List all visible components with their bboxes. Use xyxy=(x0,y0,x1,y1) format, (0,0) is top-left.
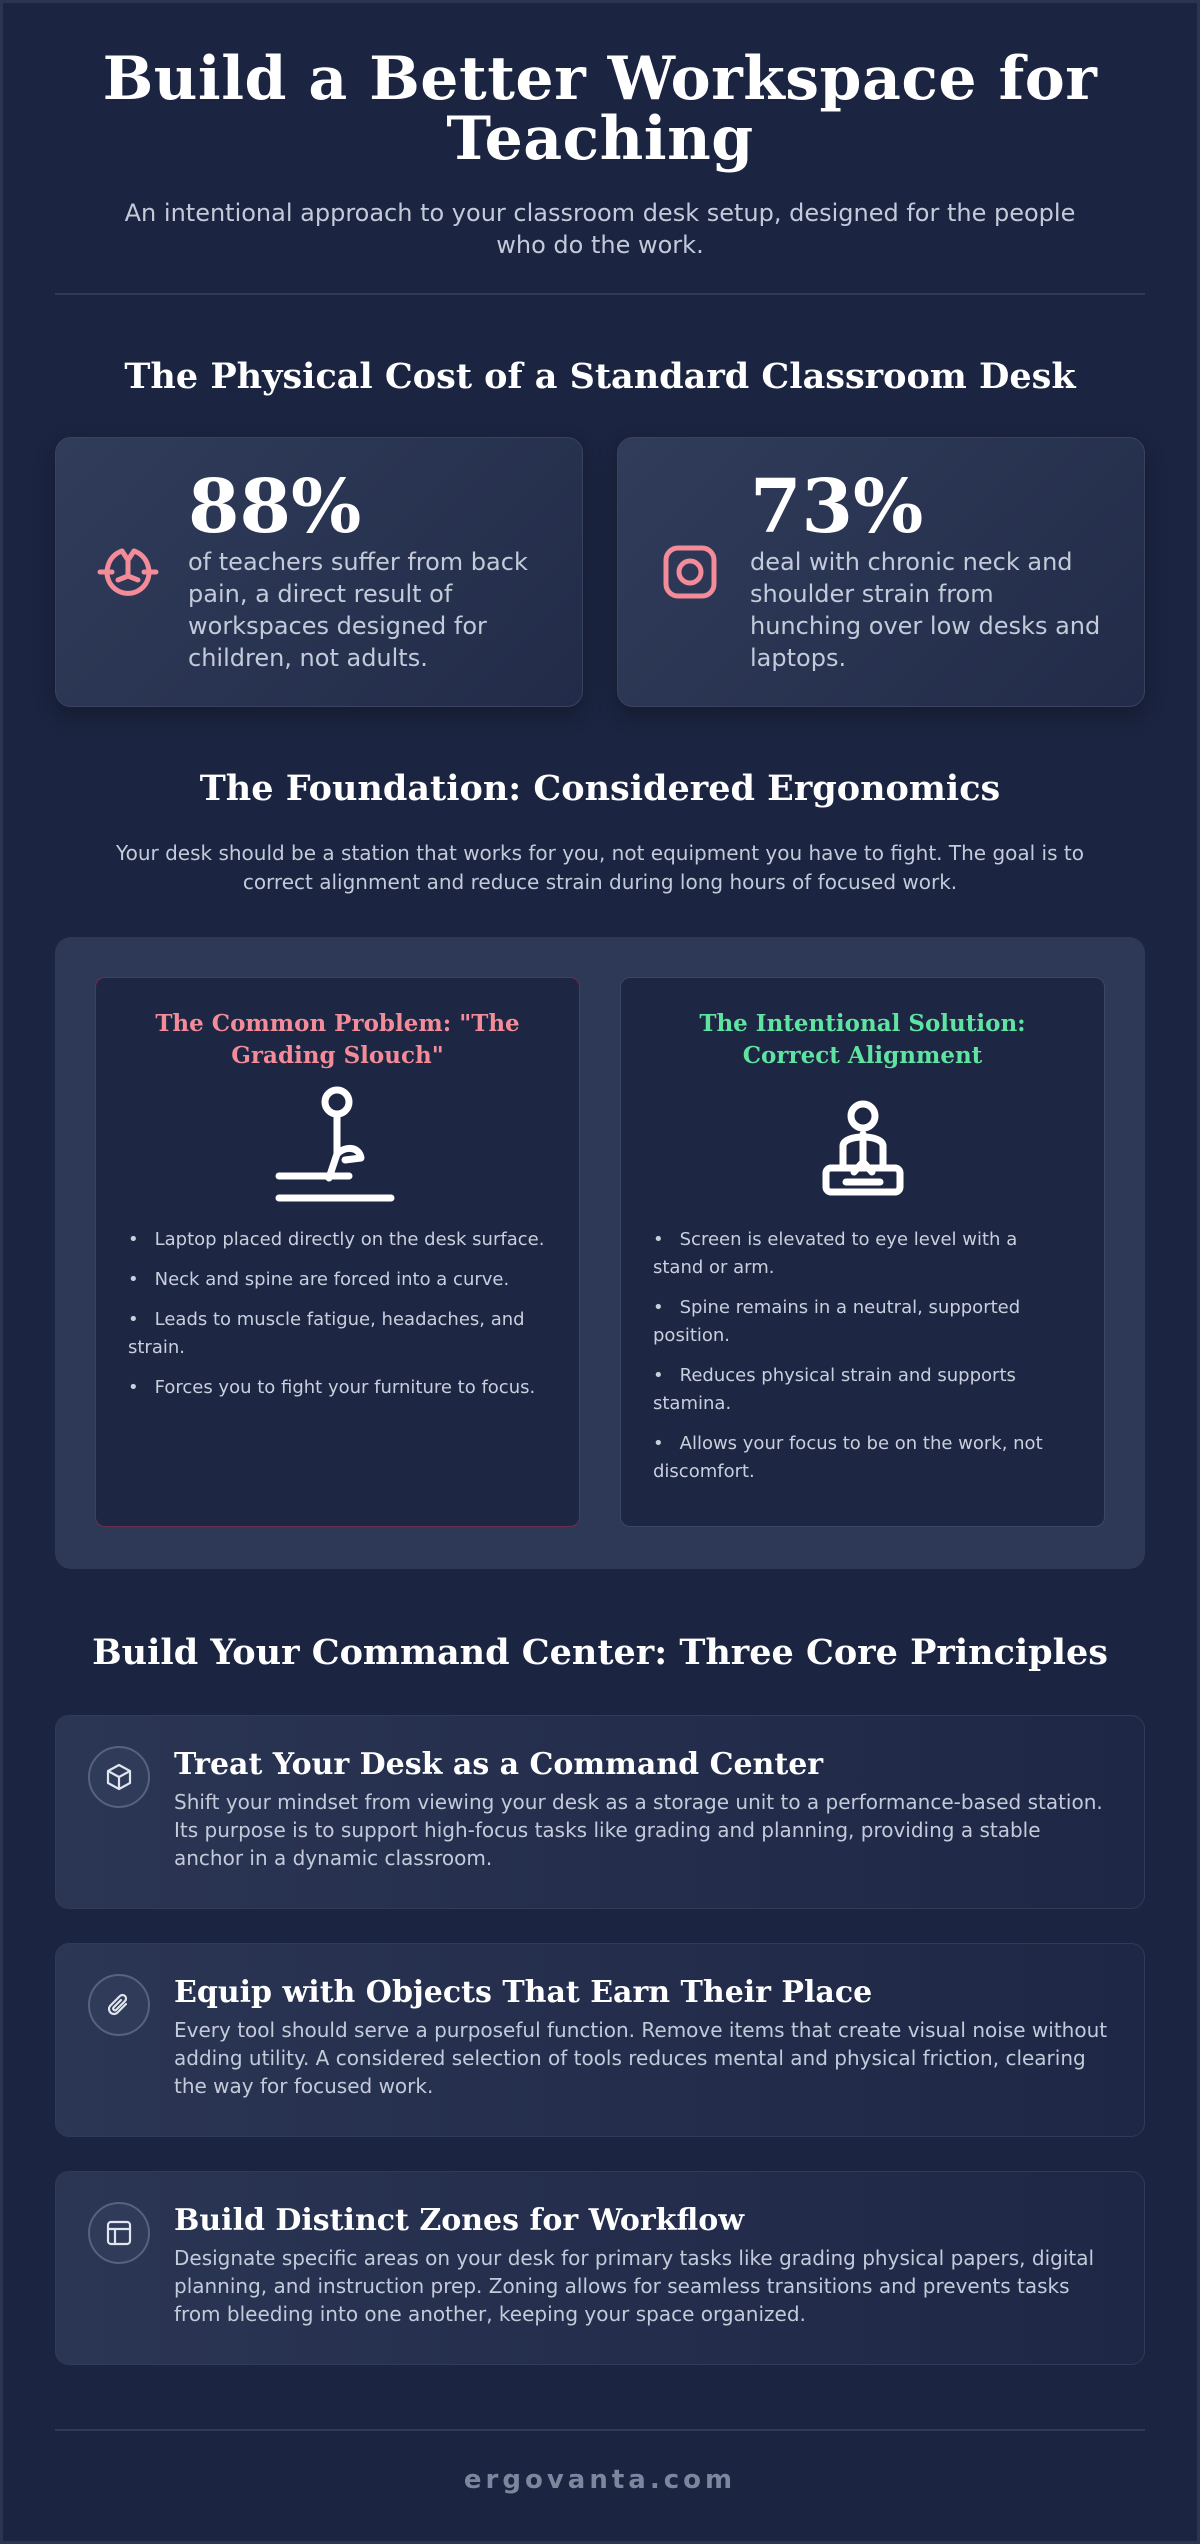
list-item: • Spine remains in a neutral, supported position. xyxy=(653,1294,1072,1350)
principles-list xyxy=(55,1715,1145,2365)
page-title: Build a Better Workspace for Teaching xyxy=(102,44,1098,174)
solution-title: The Intentional Solution: Correct Alignment xyxy=(699,1010,1026,1069)
principle-card xyxy=(55,1715,1145,1909)
stat-value: 88% xyxy=(188,464,362,550)
stat-description: deal with chronic neck and shoulder strain from hunching over low desks and laptops. xyxy=(750,548,1101,672)
stats-row xyxy=(55,437,1145,707)
principle-text: Every tool should serve a purposeful function. Remove items that create visual noise without adding utility. A considered selection of tools reduces mental and physical friction, clearing the way for focused work. xyxy=(174,2018,1108,2098)
layout-icon xyxy=(104,2218,134,2248)
principle-text: Designate specific areas on your desk for primary tasks like grading physical papers, digital planning, and instruction prep. Zoning allows for seamless transitions and prevents tasks from bleeding into one another, keeping your space organized. xyxy=(174,2246,1095,2326)
comparison-panel xyxy=(55,937,1145,1569)
principles-title: Build Your Command Center: Three Core Principles xyxy=(92,1632,1108,1673)
physical-cost-title: The Physical Cost of a Standard Classroom Desk xyxy=(124,356,1076,397)
stat-description: of teachers suffer from back pain, a direct result of workspaces designed for children, not adults. xyxy=(188,548,528,672)
solution-card xyxy=(620,977,1105,1527)
problem-bullets xyxy=(128,1226,547,1402)
cube-icon xyxy=(104,1762,134,1792)
footer-divider xyxy=(55,2429,1145,2431)
principle-title: Treat Your Desk as a Command Center xyxy=(174,1747,824,1782)
principle-title: Equip with Objects That Earn Their Place xyxy=(174,1975,873,2010)
solution-bullets xyxy=(653,1226,1072,1486)
problem-title: The Common Problem: "The Grading Slouch" xyxy=(155,1010,520,1069)
neck-strain-icon xyxy=(658,540,722,604)
stat-value: 73% xyxy=(750,464,924,550)
slouching-person-icon xyxy=(273,1086,403,1212)
list-item: • Forces you to fight your furniture to focus. xyxy=(128,1374,547,1402)
principle-title: Build Distinct Zones for Workflow xyxy=(174,2203,745,2238)
foundation-intro: Your desk should be a station that works for you, not equipment you have to fight. The goal is to correct alignment and reduce strain during long hours of focused work. xyxy=(116,841,1084,894)
footer-brand[interactable]: ergovanta.com xyxy=(463,2465,737,2495)
list-item: • Leads to muscle fatigue, headaches, and strain. xyxy=(128,1306,547,1362)
back-pain-icon xyxy=(96,540,160,604)
list-item: • Reduces physical strain and supports stamina. xyxy=(653,1362,1072,1418)
list-item: • Neck and spine are forced into a curve. xyxy=(128,1266,547,1294)
list-item: • Allows your focus to be on the work, not discomfort. xyxy=(653,1430,1072,1486)
problem-card xyxy=(95,977,580,1527)
principle-text: Shift your mindset from viewing your desk as a storage unit to a performance-based station. Its purpose is to support high-focus tasks like grading and planning, providing a stable anchor in a dynamic classroom. xyxy=(174,1790,1103,1870)
page-subtitle: An intentional approach to your classroom desk setup, designed for the people who do the work. xyxy=(124,199,1076,259)
stat-card-back-pain xyxy=(55,437,583,707)
principle-card xyxy=(55,2171,1145,2365)
header xyxy=(55,3,1145,261)
upright-person-icon xyxy=(798,1086,928,1212)
paperclip-icon xyxy=(104,1990,134,2020)
list-item: • Screen is elevated to eye level with a stand or arm. xyxy=(653,1226,1072,1282)
list-item: • Laptop placed directly on the desk surface. xyxy=(128,1226,547,1254)
header-divider xyxy=(55,293,1145,295)
foundation-title: The Foundation: Considered Ergonomics xyxy=(199,768,1001,809)
stat-card-neck-strain xyxy=(617,437,1145,707)
principle-card xyxy=(55,1943,1145,2137)
